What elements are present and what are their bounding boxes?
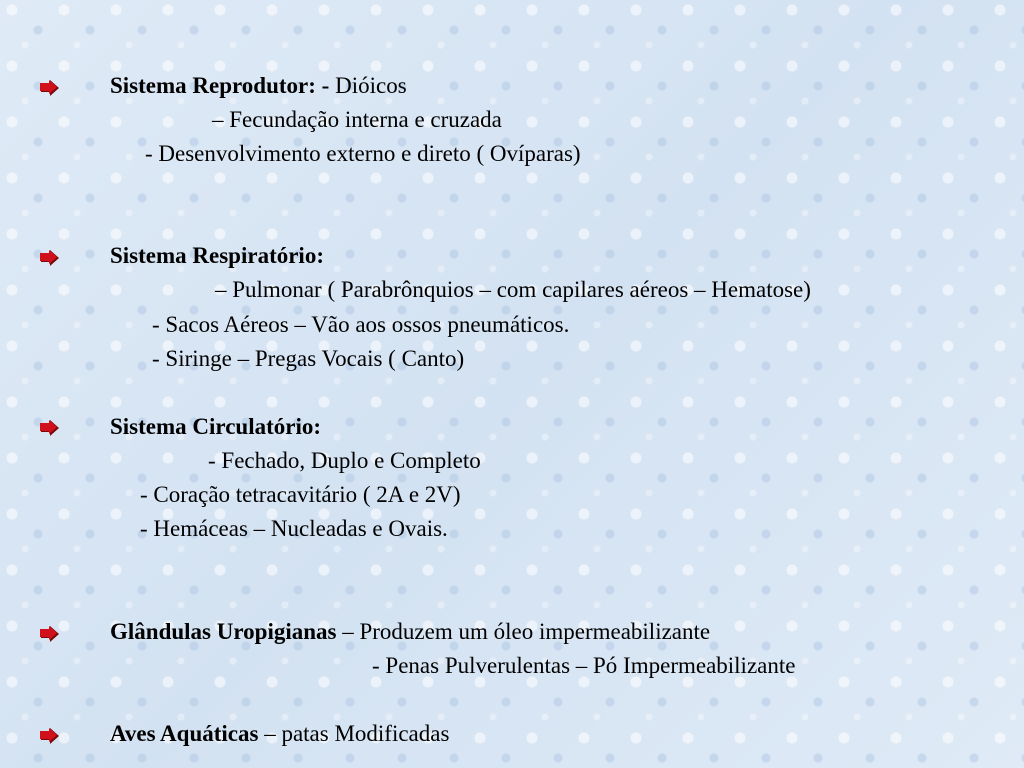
section-heading-line (110, 618, 710, 646)
section-heading: Aves Aquáticas (110, 721, 259, 746)
red-arrow-bullet-icon (40, 80, 60, 96)
section-heading-rest: Dióicos (335, 73, 407, 98)
section-heading: Glândulas Uropigianas (110, 619, 337, 644)
section-line: - Hemáceas – Nucleadas e Ovais. (140, 516, 448, 541)
section-line: - Fechado, Duplo e Completo (208, 448, 481, 473)
section-heading: Sistema Reprodutor: - (110, 73, 336, 98)
red-arrow-bullet-icon (40, 728, 60, 744)
section-line: - Coração tetracavitário ( 2A e 2V) (140, 482, 461, 507)
section-line: – Fecundação interna e cruzada (212, 107, 502, 132)
section-heading-line (110, 72, 407, 100)
section-line: - Siringe – Pregas Vocais ( Canto) (152, 346, 465, 371)
section-heading-line (110, 720, 449, 748)
red-arrow-bullet-icon (40, 626, 60, 642)
section-heading-rest: – Produzem um óleo impermeabilizante (336, 619, 711, 644)
red-arrow-bullet-icon (40, 420, 60, 436)
section-line: - Desenvolvimento externo e direto ( Ovíparas) (145, 141, 581, 166)
section-line: – Pulmonar ( Parabrônquios – com capilares aéreos – Hematose) (215, 277, 811, 302)
section-heading: Sistema Respiratório: (110, 243, 324, 268)
section-line: - Sacos Aéreos – Vão aos ossos pneumáticos. (152, 312, 570, 337)
section-heading-rest: – patas Modificadas (258, 721, 450, 746)
red-arrow-bullet-icon (40, 250, 60, 266)
section-heading: Sistema Circulatório: (110, 414, 322, 439)
section-line: - Penas Pulverulentas – Pó Impermeabilizante (372, 653, 796, 678)
